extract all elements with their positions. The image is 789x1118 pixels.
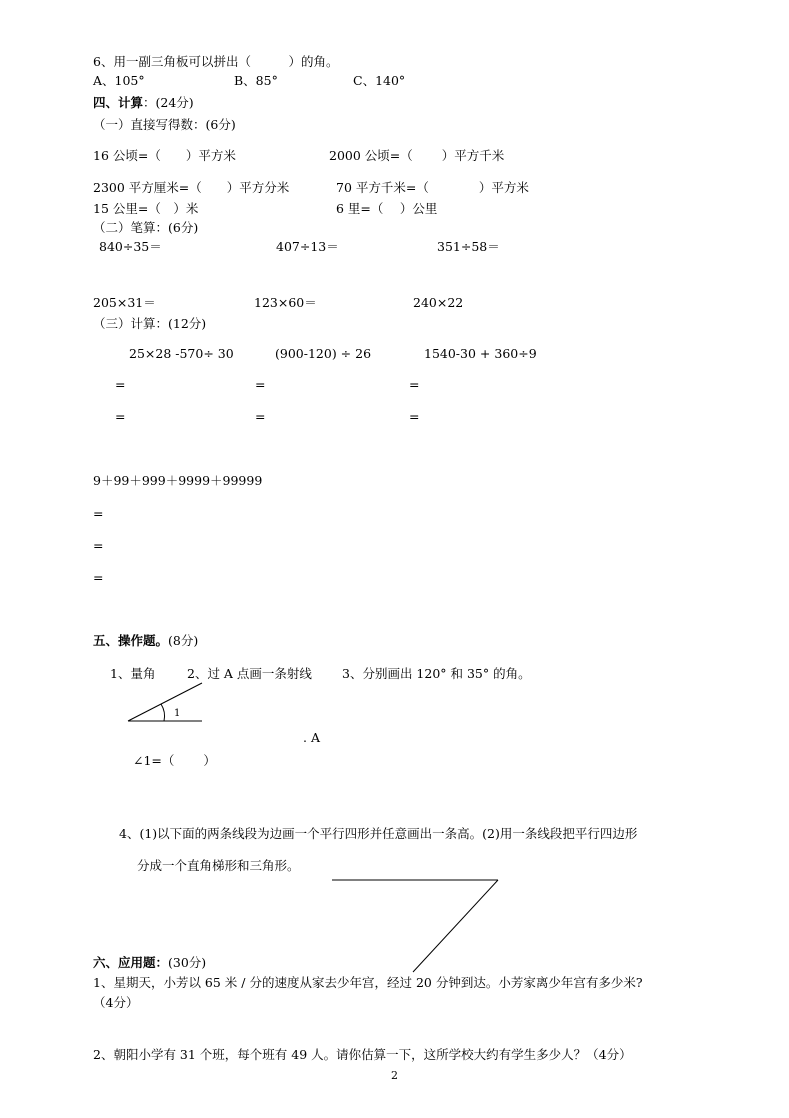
section6-score: (30分) <box>168 955 207 970</box>
section4-title: 四、计算 <box>93 95 144 110</box>
expression-3: 1540-30 + 360÷9 <box>424 346 537 361</box>
segment-diagonal <box>413 880 498 972</box>
equals-sign: = <box>115 409 126 424</box>
equals-sign: = <box>93 506 104 521</box>
written-calc-6: 240×22 <box>413 295 464 310</box>
expression-2: (900-120) ÷ 26 <box>275 346 372 361</box>
q6-option-c: C、140° <box>353 73 406 88</box>
operation-item-1: 1、量角 <box>110 666 156 681</box>
section6-heading <box>93 957 206 970</box>
operation-item-4-line2: 分成一个直角梯形和三角形。 <box>137 858 300 873</box>
operation-item-3: 3、分别画出 120° 和 35° 的角。 <box>342 666 531 681</box>
angle-arc <box>161 704 165 721</box>
equals-sign: = <box>409 409 420 424</box>
written-calc-5: 123×60＝ <box>254 295 317 310</box>
section6-title: 六、应用题： <box>93 955 169 970</box>
problem-2: 2、朝阳小学有 31 个班，每个班有 49 人。请你估算一下，这所学校大约有学生多少人？（4分） <box>93 1047 632 1062</box>
written-calc-1: 840÷35＝ <box>99 239 162 254</box>
conversion-3b: 6 里=（ ）公里 <box>336 201 438 216</box>
conversion-2b: 70 平方千米=（ ）平方米 <box>336 180 529 195</box>
angle-label: 1 <box>174 708 181 719</box>
equals-sign: = <box>409 377 420 392</box>
equals-sign: = <box>255 409 266 424</box>
conversion-2a: 2300 平方厘米=（ ）平方分米 <box>93 180 290 195</box>
q6-option-b: B、85° <box>234 73 278 88</box>
equals-sign: = <box>115 377 126 392</box>
equals-sign: = <box>255 377 266 392</box>
section5-score: (8分) <box>168 633 199 648</box>
section4-sub3: （三）计算：(12分) <box>93 316 207 331</box>
angle-answer: ∠1=（ ） <box>133 753 216 768</box>
written-calc-4: 205×31＝ <box>93 295 156 310</box>
section4-sub1: （一）直接写得数：(6分) <box>93 117 236 132</box>
page-number: 2 <box>391 1069 398 1082</box>
section5-title: 五、操作题。 <box>93 633 169 648</box>
expression-1: 25×28 -570÷ 30 <box>129 346 234 361</box>
operation-item-4-line1: 4、(1)以下面的两条线段为边画一个平行四形并任意画出一条高。(2)用一条线段把平行四边形 <box>119 826 638 841</box>
point-a-label: . A <box>303 730 320 745</box>
q6-option-a: A、105° <box>93 73 145 88</box>
conversion-1b: 2000 公顷=（ ）平方千米 <box>329 148 505 163</box>
conversion-3a: 15 公里=（ ）米 <box>93 201 199 216</box>
written-calc-2: 407÷13＝ <box>276 239 339 254</box>
q6-stem: 6、用一副三角板可以拼出（ ）的角。 <box>93 54 339 69</box>
section4-score: ：(24分) <box>143 95 194 110</box>
problem-1-line2: （4分） <box>93 995 139 1010</box>
expression-4: 9＋99＋999＋9999＋99999 <box>93 473 263 488</box>
problem-1-line1: 1、星期天，小芳以 65 米 / 分的速度从家去少年宫，经过 20 分钟到达。小芳家离少年宫有多少米? <box>93 975 643 990</box>
operation-item-2: 2、过 A 点画一条射线 <box>187 666 312 681</box>
conversion-1a: 16 公顷=（ ）平方米 <box>93 148 236 163</box>
section4-sub2: （二）笔算：(6分) <box>93 220 199 235</box>
written-calc-3: 351÷58＝ <box>437 239 500 254</box>
equals-sign: = <box>93 538 104 553</box>
equals-sign: = <box>93 570 104 585</box>
